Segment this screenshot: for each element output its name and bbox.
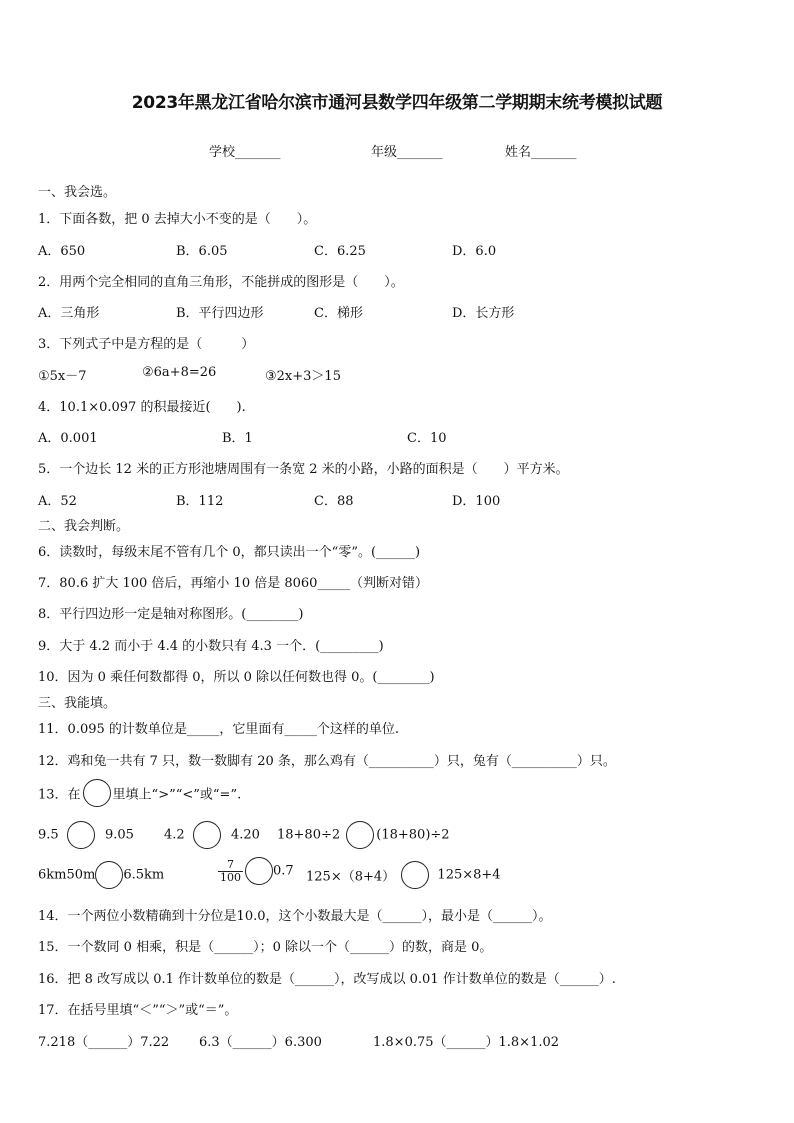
blank-circle-icon	[401, 861, 429, 889]
q17-item-3: 1.8×0.75（______）1.8×1.02	[373, 1035, 560, 1050]
q2-option-a: A．三角形	[38, 306, 100, 321]
question-15: 15．一个数同 0 相乘，积是（______）；0 除以一个（______）的数，商是 0。	[38, 940, 493, 955]
blank-circle-icon	[193, 821, 221, 849]
blank-circle-icon	[346, 821, 374, 849]
q3-option-1: ①5x－7	[38, 369, 87, 384]
name-field: 姓名_______	[505, 145, 577, 160]
q3-option-2: ②6a+8=26	[142, 365, 217, 380]
blank-circle-icon	[83, 779, 111, 807]
q2-option-b: B．平行四边形	[176, 306, 264, 321]
q1-option-c: C．6.25	[314, 244, 366, 259]
q5-option-d: D．100	[452, 494, 501, 509]
q2-option-d: D．长方形	[452, 306, 515, 321]
q1-option-d: D．6.0	[452, 244, 497, 259]
q13-expr: 6.5km	[123, 867, 165, 883]
school-field: 学校_______	[209, 145, 281, 160]
q13-row-2b	[218, 857, 294, 885]
page-title: 2023年黑龙江省哈尔滨市通河县数学四年级第二学期期末统考模拟试题	[131, 93, 663, 113]
q13-row-2c	[306, 861, 501, 889]
q17-item-2: 6.3（______）6.300	[199, 1035, 322, 1050]
q13-expr: 6km50m	[38, 867, 96, 883]
q13-expr: 4.20	[230, 827, 260, 843]
question-14: 14．一个两位小数精确到十分位是10.0，这个小数最大是（______），最小是（______）。	[38, 909, 552, 924]
q13-expr: (18+80)÷2	[376, 827, 450, 843]
question-9: 9．大于 4.2 而小于 4.4 的小数只有 4.3 一个．(_________)	[38, 639, 384, 654]
q13-expr: 9.5	[38, 827, 59, 843]
question-12: 12．鸡和兔一共有 7 只，数一数脚有 20 条，那么鸡有（__________）只，兔有（__________）只。	[38, 754, 616, 769]
q17-item-1: 7.218（______）7.22	[38, 1035, 170, 1050]
fraction	[218, 859, 243, 884]
q13-expr: 125×（8+4）	[306, 869, 396, 885]
q13-expr: 0.7	[273, 863, 294, 879]
blank-circle-icon	[245, 857, 273, 885]
question-3: 3．下列式子中是方程的是（ ）	[38, 337, 255, 352]
section-heading-fill: 三、我能填。	[38, 696, 117, 711]
q13-expr: 125×8+4	[437, 867, 501, 883]
q4-option-b: B．1	[222, 431, 253, 446]
fraction-denominator: 100	[220, 870, 241, 884]
question-7: 7．80.6 扩大 100 倍后，再缩小 10 倍是 8060_____（判断对错）	[38, 576, 428, 591]
q1-option-a: A．650	[38, 244, 86, 259]
q2-option-c: C．梯形	[314, 306, 363, 321]
fraction-numerator: 7	[218, 859, 243, 872]
question-10: 10．因为 0 乘任何数都得 0，所以 0 除以任何数也得 0。(________)	[38, 670, 435, 685]
question-1: 1．下面各数，把 0 去掉大小不变的是（ ）。	[38, 212, 317, 227]
q5-option-c: C．88	[314, 494, 354, 509]
question-17: 17．在括号里填“＜”“＞”或“＝”。	[38, 1003, 238, 1018]
q13-suffix: 里填上“>”“<”或“=”.	[112, 787, 242, 803]
section-heading-judge: 二、我会判断。	[38, 519, 130, 534]
question-11: 11．0.095 的计数单位是_____，它里面有_____个这样的单位.	[38, 722, 400, 737]
q13-row-1c	[277, 821, 450, 849]
question-4: 4．10.1×0.097 的积最接近( ).	[38, 400, 246, 415]
q13-prefix: 13．在	[38, 787, 81, 803]
q13-row-1b	[164, 821, 260, 849]
q4-option-a: A．0.001	[38, 431, 98, 446]
q5-option-a: A．52	[38, 494, 77, 509]
q13-row-1	[38, 821, 134, 849]
q5-option-b: B．112	[176, 494, 224, 509]
blank-circle-icon	[67, 821, 95, 849]
question-2: 2．用两个完全相同的直角三角形，不能拼成的图形是（ ）。	[38, 275, 404, 290]
q13-row-2	[38, 861, 164, 889]
blank-circle-icon	[95, 861, 123, 889]
grade-field: 年级_______	[371, 145, 443, 160]
q1-option-b: B．6.05	[176, 244, 228, 259]
q3-option-3: ③2x+3＞15	[265, 369, 341, 384]
q13-expr: 4.2	[164, 827, 185, 843]
q13-expr: 9.05	[104, 827, 134, 843]
q4-option-c: C．10	[407, 431, 447, 446]
question-5: 5．一个边长 12 米的正方形池塘周围有一条宽 2 米的小路，小路的面积是（ ）平方米。	[38, 462, 569, 477]
question-8: 8．平行四边形一定是轴对称图形。(________)	[38, 607, 304, 622]
section-heading-choose: 一、我会选。	[38, 185, 117, 200]
question-16: 16．把 8 改写成以 0.1 作计数单位的数是（______），改写成以 0.01 作计数单位的数是（______）.	[38, 972, 616, 987]
q13-expr: 18+80÷2	[277, 827, 341, 843]
question-6: 6．读数时，每级末尾不管有几个 0，都只读出一个“零”。(______)	[38, 545, 421, 560]
question-13	[38, 779, 241, 807]
